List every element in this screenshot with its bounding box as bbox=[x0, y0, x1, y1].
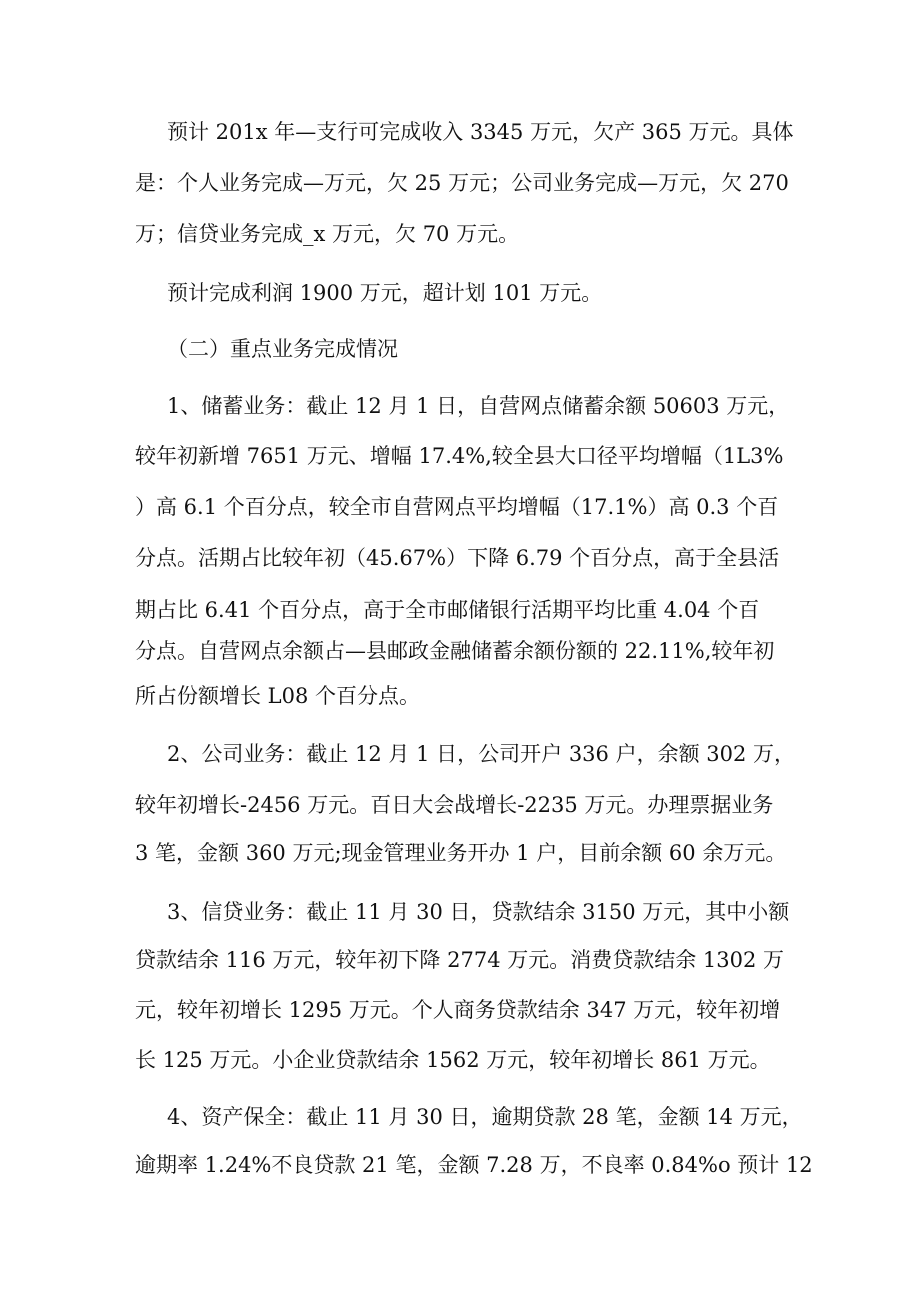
paragraph-asset-line-2: 逾期率 1.24%不良贷款 21 笔，金额 7.28 万，不良率 0.84%o 预计 12 bbox=[135, 1153, 813, 1177]
paragraph-savings-line-5: 期占比 6.41 个百分点，高于全市邮储银行活期平均比重 4.04 个百 bbox=[135, 598, 760, 622]
paragraph-revenue-line-2: 是：个人业务完成—万元，欠 25 万元；公司业务完成—万元，欠 270 bbox=[135, 171, 789, 195]
paragraph-credit-line-4: 长 125 万元。小企业贷款结余 1562 万元，较年初增长 861 万元。 bbox=[135, 1048, 771, 1072]
paragraph-savings-line-2: 较年初新增 7651 万元、增幅 17.4%,较全县大口径平均增幅（1L3% bbox=[135, 444, 784, 468]
paragraph-corporate-line-1: 2、公司业务：截止 12 月 1 日，公司开户 336 户，余额 302 万， bbox=[167, 742, 796, 766]
paragraph-credit-line-1: 3、信贷业务：截止 11 月 30 日，贷款结余 3150 万元，其中小额 bbox=[167, 900, 790, 924]
paragraph-revenue-line-1: 预计 201x 年—支行可完成收入 3345 万元，欠产 365 万元。具体 bbox=[167, 120, 794, 144]
section-heading: （二）重点业务完成情况 bbox=[167, 337, 398, 361]
paragraph-savings-line-6: 分点。自营网点余额占—县邮政金融储蓄余额份额的 22.11%,较年初 bbox=[135, 639, 775, 663]
paragraph-savings-line-1: 1、储蓄业务：截止 12 月 1 日，自营网点储蓄余额 50603 万元， bbox=[167, 394, 790, 418]
paragraph-savings-line-4: 分点。活期占比较年初（45.67%）下降 6.79 个百分点，高于全县活 bbox=[135, 546, 780, 570]
paragraph-asset-line-1: 4、资产保全：截止 11 月 30 日，逾期贷款 28 笔，金额 14 万元， bbox=[167, 1105, 803, 1129]
paragraph-profit-line-1: 预计完成利润 1900 万元，超计划 101 万元。 bbox=[167, 281, 603, 305]
paragraph-credit-line-3: 元，较年初增长 1295 万元。个人商务贷款结余 347 万元，较年初增 bbox=[135, 998, 781, 1022]
paragraph-revenue-line-3: 万；信贷业务完成_x 万元，欠 70 万元。 bbox=[135, 222, 520, 246]
paragraph-corporate-line-3: 3 笔，金额 360 万元;现金管理业务开办 1 户，目前余额 60 余万元。 bbox=[135, 841, 787, 865]
paragraph-corporate-line-2: 较年初增长-2456 万元。百日大会战增长-2235 万元。办理票据业务 bbox=[135, 793, 774, 817]
paragraph-savings-line-7: 所占份额增长 L08 个百分点。 bbox=[135, 684, 421, 708]
paragraph-credit-line-2: 贷款结余 116 万元，较年初下降 2774 万元。消费贷款结余 1302 万 bbox=[135, 948, 785, 972]
paragraph-savings-line-3: ）高 6.1 个百分点，较全市自营网点平均增幅（17.1%）高 0.3 个百 bbox=[135, 495, 779, 519]
